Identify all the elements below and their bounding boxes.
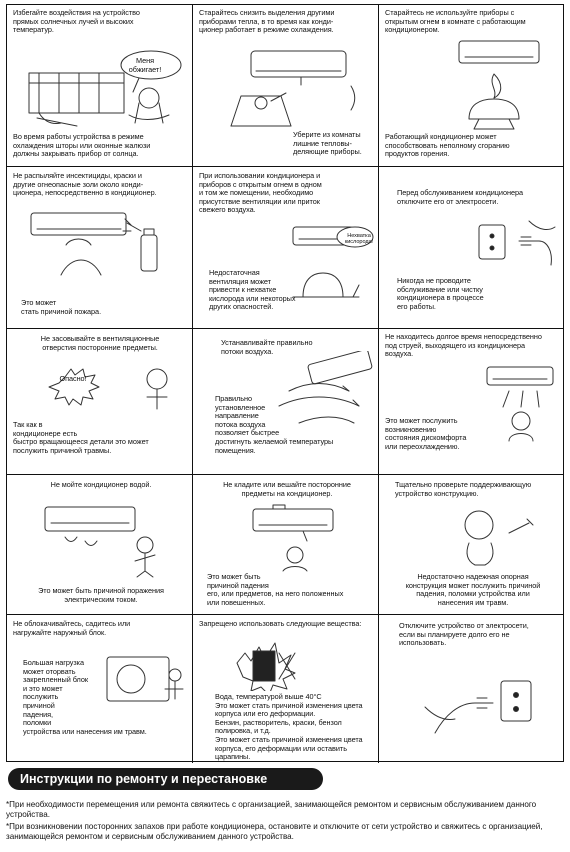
- instruction-note: Уберите из комнаты лишние тепловы- деляющие приборы.: [293, 130, 362, 157]
- washing-illustration: [35, 501, 175, 581]
- open-fire-illustration: [399, 39, 549, 131]
- unplug-illustration: [405, 667, 545, 753]
- instruction-cell-no-water: [7, 475, 193, 615]
- falling-objects-illustration: [233, 503, 353, 573]
- instruction-note: Большая нагрузка может оторвать закрепленный блок и это может послужить причиной падения, поломки устройства или нанесения им травм.: [23, 658, 147, 736]
- instruction-heading: Не распыляйте инсектициды, краски и другие огнеопасные золи около конди- ционера, непосредственно в кондиционер.: [13, 171, 157, 198]
- instruction-cell-no-objects: [193, 475, 379, 615]
- instruction-note: Правильно установленное направление потока воздуха позволяет быстрее достигнуть желаемой температуры помещения.: [215, 394, 334, 455]
- instruction-note: Вода, температурой выше 40°С Это может стать причиной изменения цвета корпуса или его деформации. Бензин, растворитель, краски, бензол полировка, и т.д. Это может стать причиной изменения цвета корпуса, его деформации или оставить царапины.: [215, 692, 363, 762]
- instruction-note: Во время работы устройства в режиме охлаждения шторы или оконные жалюзи должны закрывать прибор от солнца.: [13, 132, 151, 159]
- speech-bubble-text: Нехватка кислорода!: [344, 233, 374, 246]
- instruction-cell-outdoor-unit: [7, 615, 193, 763]
- instruction-heading: Старайтесь не используйте приборы с открытым огнем в комнате с работающим кондиционером.: [385, 8, 526, 35]
- section-title-banner: Инструкции по ремонту и перестановке: [8, 768, 323, 790]
- instruction-heading: Старайтесь снизить выделения другими приборами тепла, в то время как конди- ционер работает в режиме охлаждения.: [199, 8, 335, 35]
- spray-can-illustration: [21, 205, 181, 285]
- instruction-note: Работающий кондиционер может способствовать неполному сгоранию продуктов горения.: [385, 132, 510, 159]
- instruction-heading: Не мойте кондиционер водой.: [50, 480, 152, 489]
- instruction-note: Никогда не проводите обслуживание или чистку кондиционера в процессе его работы.: [397, 276, 484, 311]
- instruction-heading: При использовании кондиционера и приборов с открытым огнем в одном и том же помещении, необходимо присутствие вентиляции или приток свежего воздуха.: [199, 171, 322, 215]
- safety-instructions-grid: [6, 4, 564, 762]
- instruction-heading: Не облокачивайтесь, садитесь или нагружайте наружный блок.: [13, 619, 131, 637]
- instruction-heading: Не находитесь долгое время непосредственно под струей, выходящего из кондиционера воздуха.: [385, 332, 542, 359]
- instruction-cell-vent-objects: [7, 329, 193, 475]
- instruction-cell-sun: [7, 5, 193, 167]
- instruction-heading: Не засовывайте в вентиляционные отверстия посторонние предметы.: [40, 334, 160, 352]
- instruction-note: Недостаточно надежная опорная конструкция может послужить причиной падения, поломки устройства или нанесения им травм.: [405, 572, 541, 607]
- instruction-cell-heat-sources: [193, 5, 379, 167]
- forbidden-cans-illustration: [233, 633, 303, 691]
- repair-note-1: *При необходимости перемещения или ремонта свяжитесь с организацией, занимающейся ремонтом и сервисным обслуживанием данного устройства.: [6, 800, 537, 819]
- instruction-cell-forbidden-substances: [193, 615, 379, 763]
- instruction-cell-cold-stream: [379, 329, 563, 475]
- instruction-cell-disconnect-power: [379, 167, 563, 329]
- speech-bubble-text: Меня обжигает!: [128, 56, 162, 74]
- instruction-heading: Не кладите или вешайте посторонние предметы на кондиционер.: [223, 480, 351, 498]
- instruction-note: Это может послужить возникновению состояния дискомфорта или переохлаждению.: [385, 416, 467, 451]
- speech-bubble-text: Опасно!: [59, 374, 87, 383]
- instruction-cell-ventilation: [193, 167, 379, 329]
- instruction-heading: Тщательно проверьте поддерживающую устройство конструкцию.: [395, 480, 532, 498]
- instruction-cell-unplug-long-term: [379, 615, 563, 763]
- plug-socket-illustration: [459, 211, 559, 281]
- child-fan-illustration: [47, 359, 187, 419]
- instruction-heading: Перед обслуживанием кондиционера отключите его от электросети.: [397, 188, 523, 206]
- heater-illustration: [201, 41, 371, 131]
- instruction-note: Это может быть причиной поражения электрическим током.: [38, 586, 164, 604]
- instruction-heading: Отключите устройство от электросети, если вы планируете долго его не использовать.: [399, 621, 529, 648]
- instruction-heading: Устанавливайте правильно потоки воздуха.: [221, 338, 313, 356]
- instruction-cell-support: [379, 475, 563, 615]
- instruction-cell-open-fire: [379, 5, 563, 167]
- instruction-note: Это может быть причиной падения его, или предметов, на него положенных или повешенных.: [207, 572, 344, 607]
- person-wrench-illustration: [439, 503, 549, 567]
- instruction-heading: Запрещено использовать следующие вещества:: [199, 619, 362, 628]
- instruction-heading: Избегайте воздействия на устройство прямых солнечных лучей и высоких температур.: [13, 8, 140, 35]
- instruction-cell-insecticides: [7, 167, 193, 329]
- repair-note-2: *При возникновении посторонних запахов при работе кондиционера, остановите и отключите от сети устройство и свяжитесь с организацией, занимающейся ремонтом и сервисным обслуживанием данного устройства.: [6, 822, 543, 841]
- instruction-note: Так как в кондиционере есть быстро вращающееся детали это может послужить причиной травмы.: [13, 420, 149, 455]
- instruction-note: Недостаточная вентиляция может привести к нехватке кислорода или некоторых других опасностей.: [209, 268, 296, 312]
- instruction-cell-airflow: [193, 329, 379, 475]
- instruction-note: Это может стать причиной пожара.: [21, 298, 102, 316]
